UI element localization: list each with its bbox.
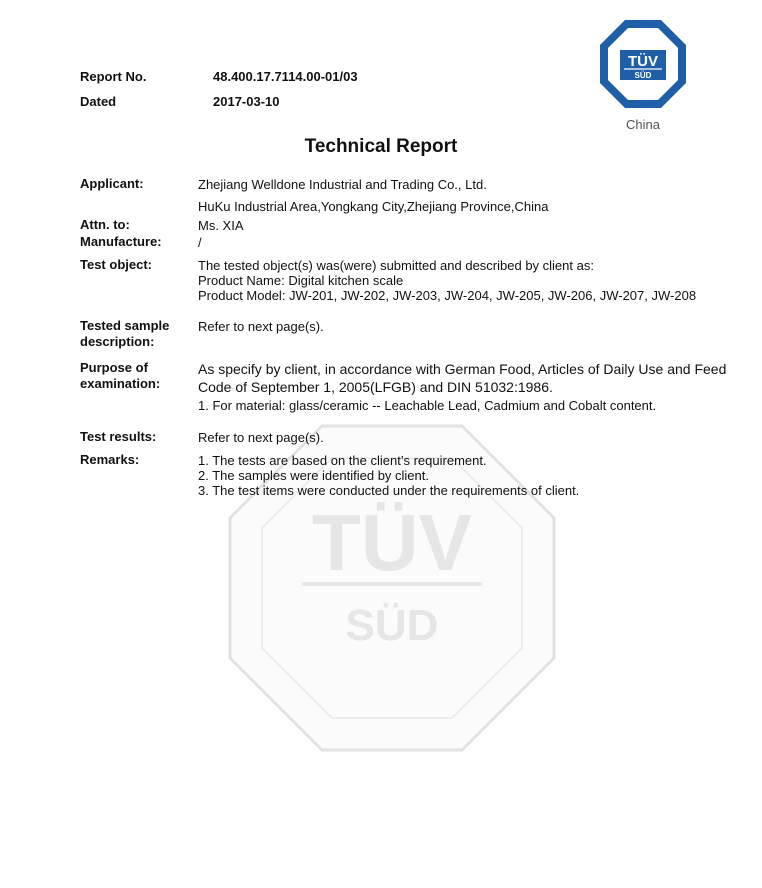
purpose-material-line: 1. For material: glass/ceramic -- Leachable Lead, Cadmium and Cobalt content. bbox=[198, 398, 657, 413]
report-no-value: 48.400.17.7114.00-01/03 bbox=[213, 69, 358, 84]
tuv-logo bbox=[598, 18, 688, 130]
attn-label: Attn. to: bbox=[80, 217, 130, 232]
tested-sample-label bbox=[80, 318, 169, 350]
purpose-label bbox=[80, 360, 160, 392]
test-results-label: Test results: bbox=[80, 429, 157, 444]
test-results-value: Refer to next page(s). bbox=[198, 430, 324, 445]
logo-brand-top: TÜV bbox=[628, 53, 658, 70]
page-title: Technical Report bbox=[304, 136, 458, 157]
purpose-line: As specify by client, in accordance with German Food, Articles of Daily Use and Feed bbox=[198, 361, 727, 377]
dated-label: Dated bbox=[80, 94, 117, 109]
test-object-label: Test object: bbox=[80, 257, 152, 272]
purpose-line: Code of September 1, 2005(LFGB) and DIN 51032:1986. bbox=[198, 379, 553, 395]
test-object-description bbox=[198, 258, 696, 303]
applicant-address: HuKu Industrial Area,Yongkang City,Zhejiang Province,China bbox=[198, 199, 549, 214]
tuv-octagon-icon bbox=[598, 18, 688, 110]
remarks-item: 3. The test items were conducted under the requirements of client. bbox=[198, 483, 580, 498]
attn-value: Ms. XIA bbox=[198, 218, 244, 233]
watermark-brand-top: TÜV bbox=[312, 498, 472, 587]
purpose-description bbox=[198, 360, 726, 396]
test-object-line: Product Model: JW-201, JW-202, JW-203, JW-204, JW-205, JW-206, JW-207, JW-208 bbox=[198, 288, 697, 303]
watermark-brand-bottom: SÜD bbox=[345, 601, 439, 650]
dated-value: 2017-03-10 bbox=[213, 94, 280, 109]
applicant-name: Zhejiang Welldone Industrial and Trading Co., Ltd. bbox=[198, 177, 487, 192]
test-object-line: Product Name: Digital kitchen scale bbox=[198, 273, 404, 288]
test-object-line: The tested object(s) was(were) submitted and described by client as: bbox=[198, 258, 594, 273]
applicant-label: Applicant: bbox=[80, 176, 144, 191]
logo-region: China bbox=[626, 117, 660, 132]
remarks-item: 2. The samples were identified by client. bbox=[198, 468, 429, 483]
remarks-list bbox=[198, 453, 579, 498]
logo-brand-bottom: SÜD bbox=[634, 71, 652, 80]
remarks-item: 1. The tests are based on the client’s requirement. bbox=[198, 453, 487, 468]
remarks-label: Remarks: bbox=[80, 452, 140, 467]
manufacture-label: Manufacture: bbox=[80, 234, 162, 249]
report-no-label: Report No. bbox=[80, 69, 147, 84]
purpose-label-line: examination: bbox=[80, 376, 161, 391]
manufacture-value: / bbox=[198, 235, 202, 250]
tested-sample-value: Refer to next page(s). bbox=[198, 319, 324, 334]
tested-sample-label-line: description: bbox=[80, 334, 155, 349]
tested-sample-label-line: Tested sample bbox=[80, 318, 170, 333]
purpose-label-line: Purpose of bbox=[80, 360, 148, 375]
